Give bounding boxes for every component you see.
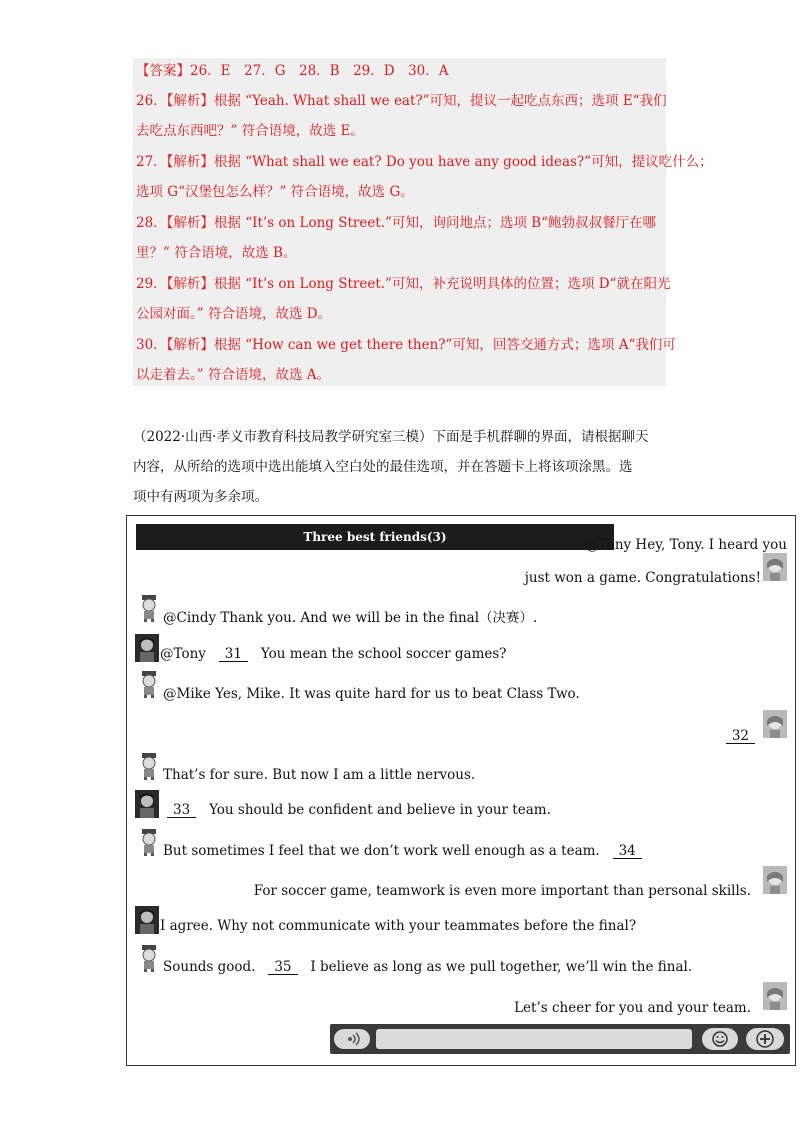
- chat-message-tony: @Mike Yes, Mike. It was quite hard for us to beat Class Two.: [163, 686, 580, 702]
- avatar-tony-icon: [137, 594, 161, 622]
- message-text: Sounds good.: [163, 959, 256, 975]
- blank-32: 32: [726, 729, 755, 744]
- chat-message-tony: [163, 958, 692, 976]
- chat-message-cindy: @Tony Hey, Tony. I heard you: [585, 537, 787, 553]
- message-text: You mean the school soccer games?: [260, 646, 507, 662]
- avatar-tony-icon: [137, 828, 161, 856]
- analysis-line: 27．【解析】根据 “What shall we eat? Do you have any good ideas?”可知，提议吃什么；: [136, 154, 713, 170]
- intro-line: （2022·山西·孝义市教育科技局教学研究室三模）下面是手机群聊的界面，请根据聊天: [133, 429, 649, 445]
- voice-icon: [334, 1029, 370, 1049]
- avatar-tony-icon: [137, 752, 161, 780]
- chat-message-cindy: For soccer game, teamwork is even more important than personal skills.: [253, 883, 751, 899]
- chat-message-cindy-cont: just won a game. Congratulations!: [524, 570, 761, 586]
- addressee: @Tony: [160, 646, 206, 662]
- message-text: I believe as long as we pull together, we’ll win the final.: [310, 959, 693, 975]
- chat-message-mike: [167, 801, 551, 819]
- answer-summary: 【答案】26．E 27．G 28．B 29．D 30．A: [136, 63, 449, 79]
- avatar-cindy-icon: [763, 553, 787, 581]
- analysis-line: 选项 G“汉堡包怎么样？” 符合语境，故选 G。: [136, 184, 414, 200]
- chat-message-mike: I agree. Why not communicate with your teammates before the final?: [160, 918, 637, 934]
- analysis-line: 29．【解析】根据 “It’s on Long Street.”可知，补充说明具体的位置；选项 D“就在阳光: [136, 276, 671, 292]
- intro-line: 内容，从所给的选项中选出能填入空白处的最佳选项，并在答题卡上将该项涂黑。选: [133, 459, 633, 475]
- chat-message-cindy: [726, 727, 755, 745]
- blank-34: 34: [613, 844, 642, 859]
- chat-message-tony: [163, 842, 642, 860]
- chat-title: Three best friends(3): [136, 524, 614, 550]
- message-input[interactable]: [376, 1029, 692, 1049]
- avatar-tony-icon: [137, 670, 161, 698]
- analysis-line: 以走着去。” 符合语境，故选 A。: [136, 367, 330, 383]
- chat-message-cindy: Let’s cheer for you and your team.: [514, 1000, 751, 1016]
- chat-message-tony: @Cindy Thank you. And we will be in the final（决赛）.: [163, 610, 538, 626]
- analysis-line: 30．【解析】根据 “How can we get there then?”可知，回答交通方式；选项 A“我们可: [136, 337, 676, 353]
- analysis-line: 28．【解析】根据 “It’s on Long Street.”可知，询问地点；选项 B“鲍勃叔叔餐厅在哪: [136, 215, 657, 231]
- intro-line: 项中有两项为多余项。: [133, 489, 268, 505]
- avatar-mike-icon: [135, 634, 159, 662]
- chat-message-tony: That’s for sure. But now I am a little nervous.: [163, 767, 476, 783]
- avatar-cindy-icon: [763, 710, 787, 738]
- emoji-button[interactable]: [702, 1028, 738, 1050]
- analysis-line: 去吃点东西吧？” 符合语境，故选 E。: [136, 123, 364, 139]
- smiley-icon: [702, 1028, 738, 1050]
- avatar-tony-icon: [137, 944, 161, 972]
- avatar-cindy-icon: [763, 982, 787, 1010]
- message-text: But sometimes I feel that we don’t work well enough as a team.: [163, 843, 600, 859]
- group-chat-window: [126, 515, 796, 1066]
- plus-icon: [746, 1028, 784, 1050]
- avatar-mike-icon: [135, 906, 159, 934]
- message-text: You should be confident and believe in your team.: [209, 802, 551, 818]
- answer-analysis-box: [133, 58, 713, 386]
- voice-button[interactable]: [334, 1029, 370, 1049]
- analysis-line: 里？” 符合语境，故选 B。: [136, 245, 297, 261]
- analysis-line: 26．【解析】根据 “Yeah. What shall we eat?”可知，提议一起吃点东西；选项 E“我们: [136, 93, 667, 109]
- avatar-mike-icon: [135, 790, 159, 818]
- chat-message-mike: [160, 645, 507, 663]
- avatar-cindy-icon: [763, 866, 787, 894]
- blank-33: 33: [167, 803, 196, 818]
- blank-31: 31: [219, 647, 248, 662]
- analysis-line: 公园对面。” 符合语境，故选 D。: [136, 306, 332, 322]
- chat-input-bar: [330, 1024, 790, 1054]
- blank-35: 35: [268, 960, 297, 975]
- add-button[interactable]: [746, 1028, 784, 1050]
